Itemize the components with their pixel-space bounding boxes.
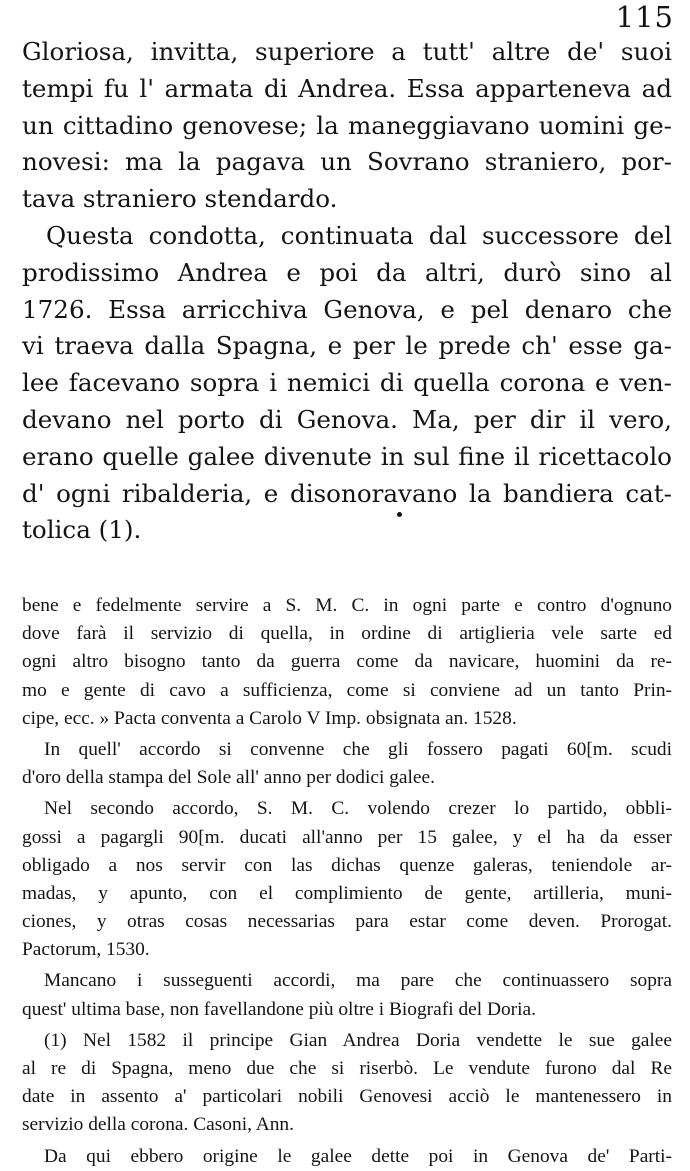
main-text-line: novesi: ma la pagava un Sovrano straniero, por- [22,147,672,177]
footnote-line: gossi a pagargli 90[m. ducati all'anno per 15 galee, y el ha da esser [22,826,672,848]
main-text-line: tolica (1). [22,515,142,545]
footnote-line: quest' ultima base, non favellandone più oltre i Biografi del Doria. [22,998,536,1020]
footnote-line: ogni altro bisogno tanto da guerra come da navicare, huomini da re- [22,651,672,673]
main-text-line: erano quelle galee divenute in sul fine il ricettacolo [22,441,672,471]
footnotes-block [22,592,672,1171]
footnote-line: Mancano i susseguenti accordi, ma pare che continuassero sopra [44,970,672,992]
ink-speck [397,512,402,517]
footnote-line: (1) Nel 1582 il principe Gian Andrea Doria vendette le sue galee [44,1029,672,1051]
main-text-line: prodissimo Andrea e poi da altri, durò sino al [22,257,672,287]
main-text-line: vi traeva dalla Spagna, e per le prede ch' esse ga- [22,331,672,361]
main-text-line: 1726. Essa arricchiva Genova, e pel denaro che [22,294,672,324]
footnote-line: mo e gente di cavo a sufficienza, come si conviene ad un tanto Prin- [22,679,672,701]
footnote-line: d'oro della stampa del Sole all' anno per dodici galee. [22,767,435,789]
footnote-line: date in assento a' particolari nobili Genovesi acciò le mantenessero in [22,1086,672,1108]
footnote-line: al re di Spagna, meno due che si riserbò. Le vendute furono dal Re [22,1058,672,1079]
footnote-line: In quell' accordo si convenne che gli fossero pagati 60[m. scudi [44,738,672,760]
main-text-line: un cittadino genovese; la maneggiavano uomini ge- [22,110,672,140]
main-text-line: Gloriosa, invitta, superiore a tutt' altre de' suoi [22,37,672,66]
footnote-line: madas, y apunto, con el complimiento de gente, artilleria, muni- [22,882,672,904]
main-text-line: tempi fu l' armata di Andrea. Essa apparteneva ad [22,73,672,103]
main-text-block [22,34,672,549]
main-text-line: d' ogni ribalderia, e disonoravano la bandiera cat- [22,478,672,508]
footnote-line: Nel secondo accordo, S. M. C. volendo crezer lo partido, obbli- [44,798,672,820]
footnote-line: cipe, ecc. » Pacta conventa a Carolo V Imp. obsignata an. 1528. [22,707,517,729]
main-text-line: devano nel porto di Genova. Ma, per dir il vero, [22,404,672,434]
footnote-line: dove farà il servizio di quella, in ordine di artiglieria vele sarte ed [22,623,672,645]
footnote-line: obligado a nos servir con las dichas quenze galeras, teniendole ar- [22,854,672,876]
footnote-line: ciones, y otras cosas necessarias para estar come deven. Prorogat. [22,911,672,933]
footnote-line: servizio della corona. Casoni, Ann. [22,1114,294,1136]
footnote-line: bene e fedelmente servire a S. M. C. in ogni parte e contro d'ognuno [22,595,672,616]
page-number: 115 [615,0,674,34]
main-text-line: lee facevano sopra i nemici di quella corona e ven- [22,368,672,398]
footnote-line: Pactorum, 1530. [22,939,150,961]
main-text-line: Questa condotta, continuata dal successore del [46,220,672,250]
footnote-line: Da qui ebbero origine le galee dette poi in Genova de' Parti- [44,1145,672,1167]
main-text-line: tava straniero stendardo. [22,184,338,214]
